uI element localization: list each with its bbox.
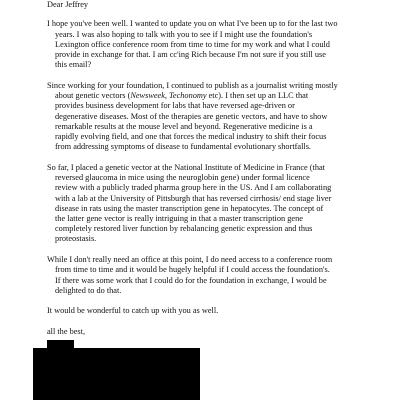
paragraph-line: review with a publicly traded pharma group here in the US. And I am collaborating — [55, 183, 332, 192]
paragraph-line: from time to time and it would be hugely helpful if I could access the foundation's. — [55, 265, 330, 274]
paragraph-line: While I don't really need an office at this point, I do need access to a conference room — [47, 255, 333, 264]
paragraph-line: Lexington office conference room from time to time for my work and what I could — [55, 40, 330, 49]
paragraph-line: reversed glaucoma in mice using the neuroglobin gene) under formal licence — [55, 173, 310, 182]
paragraph-line: with a lab at the University of Pittsburgh that has reversed cirrhosis/ end stage liver — [55, 194, 332, 203]
paragraph-line: rapidly evolving field, and one that forces the medical industry to shift their focus — [55, 132, 327, 141]
closing: all the best, — [47, 327, 86, 336]
paragraph-line: So far, I placed a genetic vector at the National Institute of Medicine in France (that — [47, 163, 325, 172]
paragraph-line: If there was some work that I could do for the foundation in exchange, I would be — [55, 276, 327, 285]
paragraph-line-mixed — [55, 91, 308, 101]
text-segment: about genetic vectors ( — [55, 91, 131, 100]
paragraph-line: remarkable results at the mouse level and beyond. Regenerative medicine is a — [55, 122, 313, 131]
paragraph-line: I hope you've been well. I wanted to update you on what I've been up to for the last two — [47, 19, 338, 28]
paragraph-line: the latter gene vector is really intriguing in that a master transcription gene — [55, 214, 303, 223]
paragraph-line: delighted to do that. — [55, 286, 122, 295]
paragraph-line: It would be wonderful to catch up with you as well. — [47, 306, 219, 315]
redacted-block — [33, 348, 200, 400]
text-segment: etc). I then set up an LLC that — [206, 91, 309, 100]
paragraph-line: this email? — [55, 60, 92, 69]
paragraph-line: disease in rats using the master transcription gene in hepatocytes. The concept of — [55, 204, 324, 213]
paragraph-line: from addressing symptoms of disease to fundamental evolutionary shortfalls. — [55, 142, 312, 151]
paragraph-line: years. I was also hoping to talk with you to see if I might use the foundation's — [55, 30, 313, 39]
paragraph-line: proteostasis. — [55, 234, 97, 243]
italic-publications: Newsweek, Techonomy — [130, 91, 207, 100]
paragraph-line: completely restored liver function by rebalancing genetic expression and thus — [55, 224, 313, 233]
paragraph-line: provides business development for labs that have reversed age-driven or — [55, 101, 295, 110]
paragraph-line: Since working for your foundation, I continued to publish as a journalist writing mostly — [47, 81, 338, 90]
paragraph-line: provide in exchange for that. I am cc'ing Rich because I'm not sure if you still use — [55, 50, 326, 59]
paragraph-line: degenerative diseases. Most of the therapies are genetic vectors, and have to show — [55, 112, 328, 121]
salutation: Dear Jeffrey — [47, 0, 89, 9]
